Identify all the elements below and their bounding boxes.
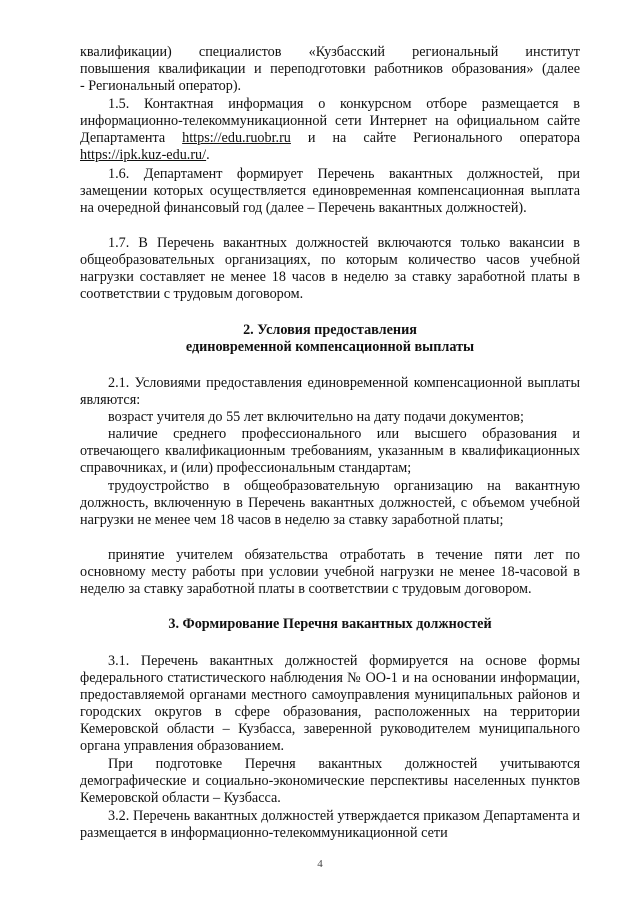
condition-item: наличие среднего профессионального или высшего образования и отвечающего квалификационным требованиям, указанным в квалификационных справочниках, и (или) профессиональным стандартам; — [80, 426, 580, 477]
condition-item: возраст учителя до 55 лет включительно на дату подачи документов; — [108, 409, 524, 425]
paragraph-text: 1.5. Контактная информация о конкурсном отборе размещается в информационно-телекоммуникационной сети Интернет на официальном сайте Департамента — [80, 96, 580, 147]
paragraph-2-1: 2.1. Условиями предоставления единовременной компенсационной выплаты являются: — [80, 375, 580, 409]
text-line: повышения квалификации и переподготовки работников образования» (далее — [80, 61, 580, 78]
paragraph-continuation — [80, 44, 580, 95]
condition-item: принятие учителем обязательства отработать в течение пяти лет по основному месту работы при условии учебной нагрузки не менее 18-часовой в неделю за ставку заработной платы в соответствии с трудовым договором. — [80, 547, 580, 598]
paragraph-1-7: 1.7. В Перечень вакантных должностей включаются только вакансии в общеобразовательных организациях, по которым количество часов учебной нагрузки составляет не менее 18 часов в неделю за ставку заработной платы в соответствии с трудовым договором. — [80, 235, 580, 303]
paragraph-3-2: 3.2. Перечень вакантных должностей утверждается приказом Департамента и размещается в информационно-телекоммуникационной сети — [80, 808, 580, 842]
paragraph-1-6: 1.6. Департамент формирует Перечень вакантных должностей, при замещении которых осуществляется единовременная компенсационная выплата на очередной финансовый год (далее – Перечень вакантных должностей). — [80, 166, 580, 217]
text-line: квалификации) специалистов «Кузбасский региональный институт — [80, 44, 580, 60]
paragraph-text: . — [206, 147, 210, 164]
link-ipk-kuz-edu[interactable]: https://ipk.kuz-edu.ru/ — [80, 147, 207, 164]
paragraph-text: и на сайте Регионального оператора — [290, 130, 580, 147]
section-3-heading: 3. Формирование Перечня вакантных должностей — [168, 616, 492, 632]
section-2-heading-line-1: 2. Условия предоставления — [243, 322, 417, 338]
link-edu-ruobr[interactable]: https://edu.ruobr.ru — [182, 130, 291, 147]
paragraph-1-5 — [80, 96, 580, 164]
text-line: - Региональный оператор). — [80, 78, 242, 95]
condition-item: трудоустройство в общеобразовательную организацию на вакантную должность, включенную в Перечень вакантных должностей, с объемом учебной нагрузки не менее чем 18 часов в неделю за ставку заработной платы; — [80, 478, 580, 529]
section-2-heading-line-2: единовременной компенсационной выплаты — [185, 339, 475, 355]
page-number: 4 — [317, 858, 323, 870]
paragraph-3-1: 3.1. Перечень вакантных должностей формируется на основе формы федерального статистического наблюдения № ОО-1 и на основании информации, предоставляемой органами местного самоуправления муниципальных районов и городских округов в сфере образования, расположенных на территории Кемеровской области – Кузбасса, заверенной руководителем муниципального органа управления образованием. — [80, 653, 580, 755]
paragraph-3-1-continued: При подготовке Перечня вакантных должностей учитываются демографические и социально-экономические перспективы населенных пунктов Кемеровской области – Кузбасса. — [80, 756, 580, 807]
